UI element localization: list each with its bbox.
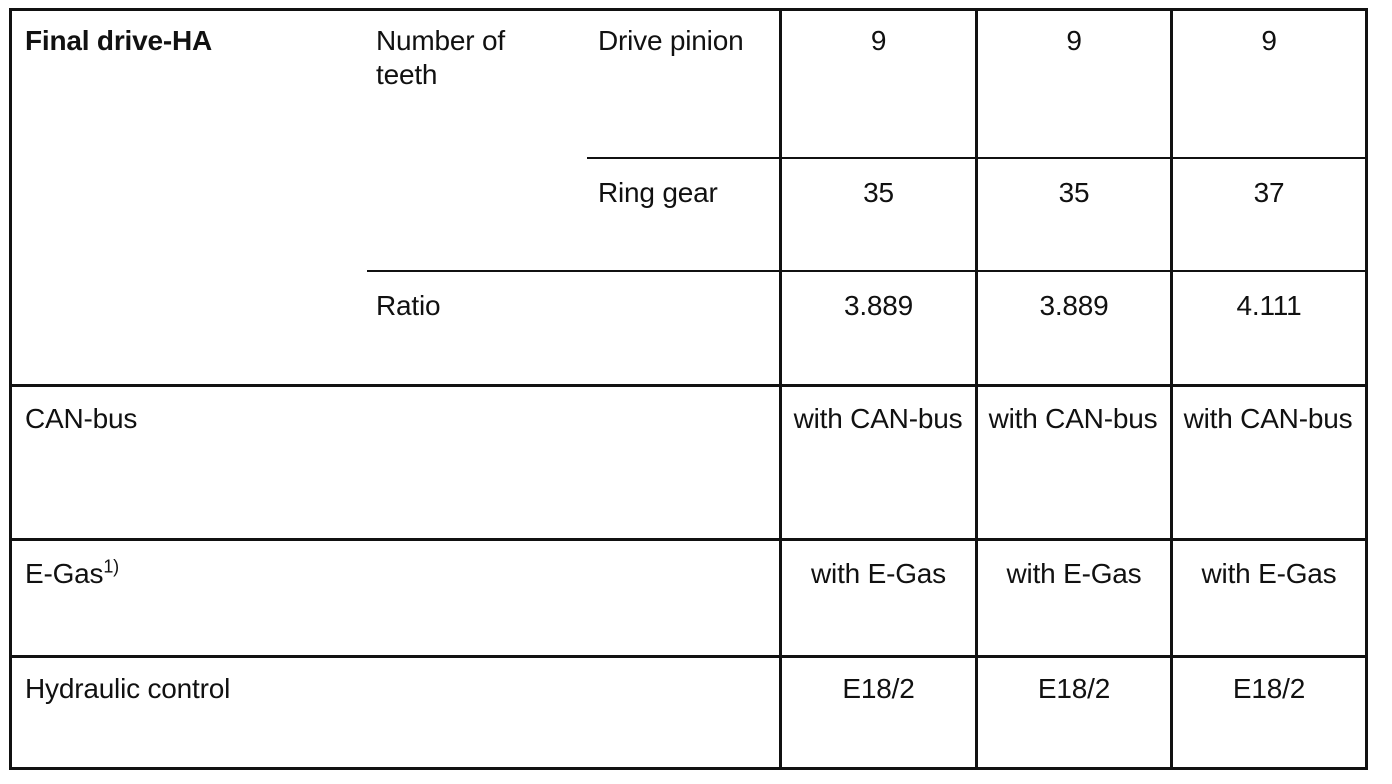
hydraulic-control-value-1: E18/2 <box>842 673 915 704</box>
e-gas-value-1: with E-Gas <box>811 558 946 589</box>
row-separator-ring-gear <box>367 270 1368 272</box>
ring-gear-value-2: 35 <box>1058 177 1090 208</box>
drive-pinion-value-3: 9 <box>1261 25 1277 56</box>
e-gas-label <box>25 557 765 591</box>
ratio-value-1: 3.889 <box>843 290 914 321</box>
ring-gear-value-3: 37 <box>1253 177 1285 208</box>
table-border-bottom <box>9 767 1368 770</box>
number-of-teeth-label: Number of teeth <box>376 25 505 90</box>
hydraulic-control-label: Hydraulic control <box>25 673 231 704</box>
drive-pinion-value-1: 9 <box>870 25 887 56</box>
ring-gear-value-1: 35 <box>863 177 894 208</box>
can-bus-value-2: with CAN-bus <box>988 403 1158 434</box>
can-bus-value-1: with CAN-bus <box>793 403 963 434</box>
e-gas-value-3: with E-Gas <box>1201 558 1337 589</box>
hydraulic-control-value-2: E18/2 <box>1037 673 1111 704</box>
ratio-value-3: 4.111 <box>1236 290 1302 321</box>
e-gas-value-2: with E-Gas <box>1006 558 1142 589</box>
row-separator-drive-pinion <box>587 157 1368 159</box>
e-gas-label-text: E-Gas <box>25 558 104 589</box>
ratio-value-2: 3.889 <box>1039 290 1109 321</box>
drive-pinion-label: Drive pinion <box>598 25 744 56</box>
drive-pinion-value-2: 9 <box>1066 25 1082 56</box>
row-separator-e-gas <box>9 655 1368 658</box>
row-separator-final-drive <box>9 384 1368 387</box>
e-gas-footnote: 1) <box>103 556 119 577</box>
can-bus-label: CAN-bus <box>25 403 138 434</box>
ratio-label: Ratio <box>376 290 441 321</box>
can-bus-value-3: with CAN-bus <box>1183 403 1353 434</box>
table-border-top <box>9 8 1368 11</box>
row-separator-can-bus <box>9 538 1368 541</box>
final-drive-label: Final drive-HA <box>25 25 213 56</box>
hydraulic-control-value-3: E18/2 <box>1232 673 1306 704</box>
ring-gear-label: Ring gear <box>598 177 718 208</box>
